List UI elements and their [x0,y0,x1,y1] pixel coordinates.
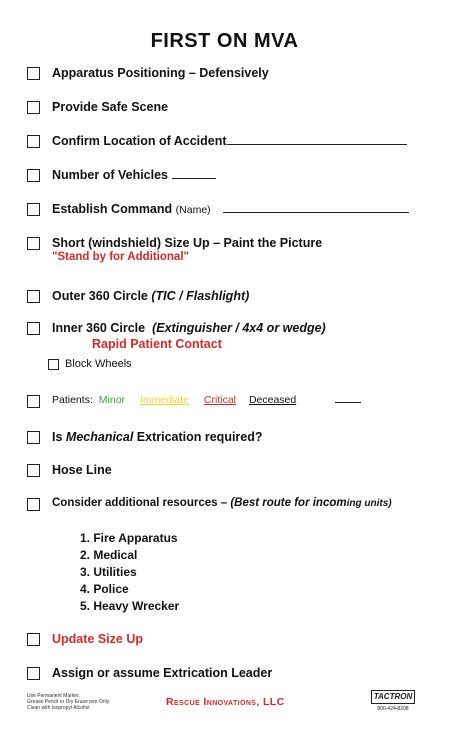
note-inner-360: (Extinguisher / 4x4 or wedge) [152,321,326,335]
note-outer-360: (TIC / Flashlight) [151,289,250,303]
page-title: FIRST ON MVA [150,30,299,52]
list-item: 1. Fire Apparatus [80,531,178,545]
label-size-up: Short (windshield) Size Up – Paint the Picture [52,236,323,250]
list-item: 2. Medical [80,548,138,562]
tactron-logo [371,690,415,712]
note-name: (Name) [175,204,211,216]
resource-list [80,530,179,615]
item-establish-command [27,202,409,216]
write-line-vehicles[interactable] [172,168,216,179]
label-patients: Patients: [52,394,93,406]
item-patients [27,394,361,408]
label-safe-scene: Provide Safe Scene [52,100,169,114]
list-item: 5. Heavy Wrecker [80,599,180,613]
note-consider-sub: ing units) [346,498,392,509]
checkbox-block-wheels[interactable] [48,359,59,370]
item-apparatus [27,66,269,80]
label-minor: Minor [98,394,126,406]
item-num-vehicles [27,168,216,182]
footer-instructions: Use Permanent Marker, Grease Pencil or Dry Erase pen Only Clean with Isopropyl Alcohol [27,693,110,711]
checkbox-hose-line[interactable] [27,464,40,477]
item-mechanical [27,430,263,444]
logo-mark: TACTRON [371,690,415,704]
label-consider: Consider additional resources – [52,497,228,509]
label-mech-pre: Is [52,430,63,444]
write-line-location[interactable] [227,134,407,145]
label-num-vehicles: Number of Vehicles [52,168,169,182]
item-assign [27,666,272,680]
write-line-command[interactable] [223,202,409,213]
label-mech-italic: Mechanical [65,430,134,444]
checkbox-safe-scene[interactable] [27,101,40,114]
checkbox-consider[interactable] [27,498,40,511]
checkbox-assign[interactable] [27,667,40,680]
checkbox-mechanical[interactable] [27,431,40,444]
item-consider [27,497,392,511]
write-line-patients[interactable] [335,394,361,403]
label-confirm-location: Confirm Location of Accident [52,134,227,148]
checkbox-apparatus[interactable] [27,67,40,80]
checkbox-inner-360[interactable] [27,322,40,335]
label-critical: Critical [203,394,237,406]
item-hose-line [27,463,112,477]
label-update: Update Size Up [52,632,143,646]
checkbox-update[interactable] [27,633,40,646]
label-rapid-patient: Rapid Patient Contact [92,337,222,351]
checkbox-establish-command[interactable] [27,203,40,216]
item-update [27,632,143,646]
item-inner-360 [27,321,326,351]
label-deceased: Deceased [248,394,297,406]
item-safe-scene [27,100,168,114]
label-stand-by: "Stand by for Additional" [52,251,189,263]
item-confirm-location [27,134,407,148]
checkbox-size-up[interactable] [27,237,40,250]
label-outer-360: Outer 360 Circle [52,289,148,303]
brand-name: Rescue Innovations, LLC [166,696,285,708]
item-outer-360 [27,289,249,303]
list-item: 4. Police [80,582,129,596]
label-immediate: Immediate [139,394,189,406]
label-assign: Assign or assume Extrication Leader [52,666,273,680]
label-apparatus: Apparatus Positioning – Defensively [52,66,269,80]
label-mech-post: Extrication required? [136,430,263,444]
checkbox-patients[interactable] [27,395,40,408]
checkbox-outer-360[interactable] [27,290,40,303]
item-size-up [27,236,322,263]
label-inner-360: Inner 360 Circle [52,321,146,335]
label-block-wheels: Block Wheels [65,358,132,370]
checkbox-num-vehicles[interactable] [27,169,40,182]
note-consider: (Best route for incom [230,497,347,509]
checkbox-confirm-location[interactable] [27,135,40,148]
logo-phone: 800-424-8208 [377,706,409,712]
item-block-wheels [48,358,132,370]
label-hose-line: Hose Line [52,463,112,477]
list-item: 3. Utilities [80,565,137,579]
label-establish-command: Establish Command [52,202,173,216]
